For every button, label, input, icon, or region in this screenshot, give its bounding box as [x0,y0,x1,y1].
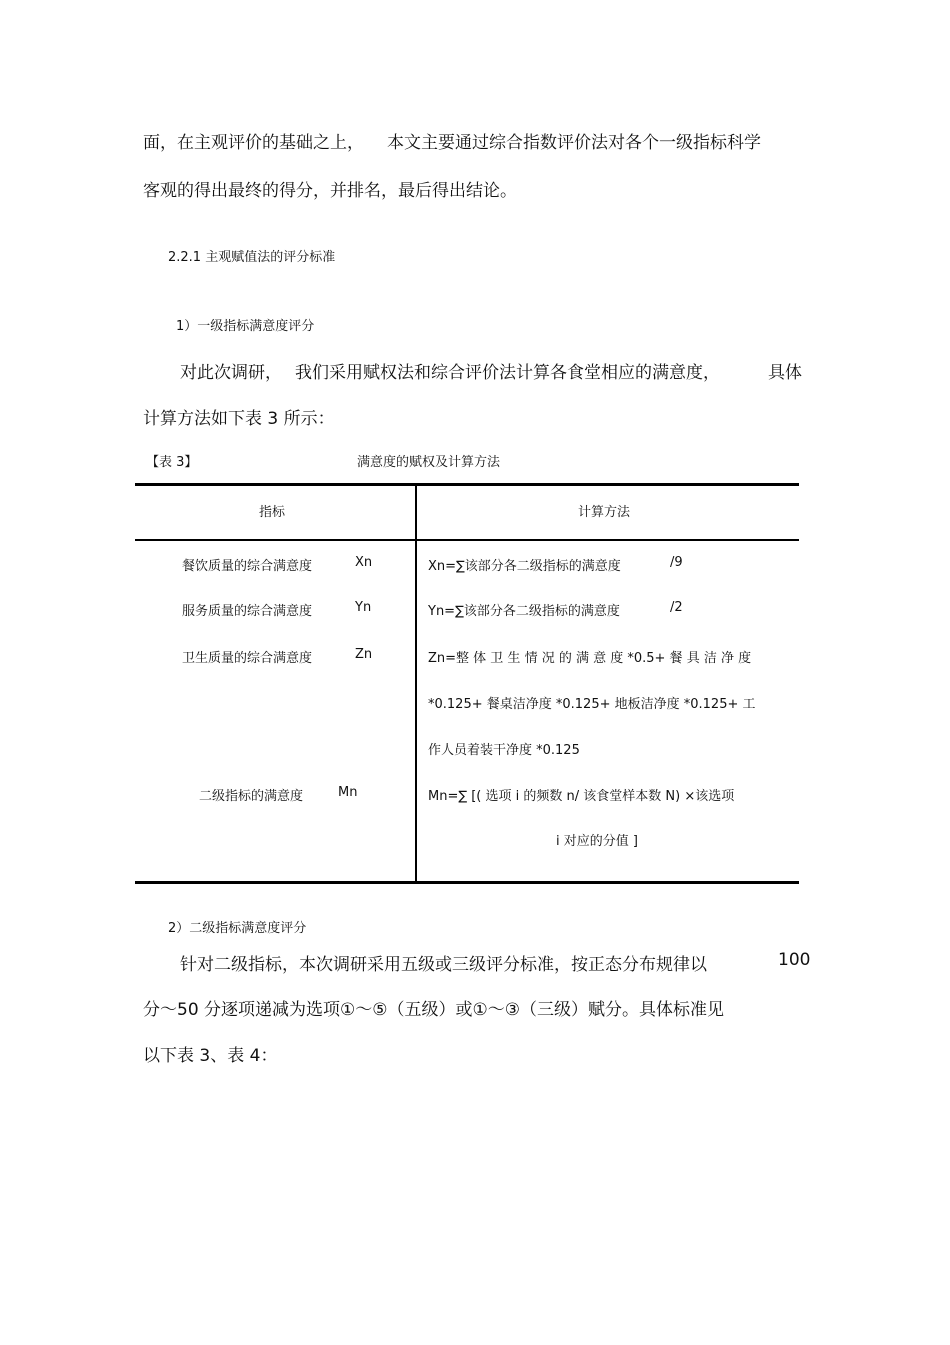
section-heading: 2.2.1 主观赋值法的评分标准 [168,250,336,265]
para2-line-3: 以下表 3、表 4： [143,1046,278,1066]
row-symbol: Mn [338,785,358,800]
row-formula-line-1: Mn=∑ [( 选项 i 的频数 n/ 该食堂样本数 N) ×该选项 [428,789,735,804]
intro-line-1a: 面，在主观评价的基础之上， [143,133,364,153]
row-name: 二级指标的满意度 [199,789,304,804]
para1-line-1a: 对此次调研， [180,363,282,383]
table-header-indicator: 指标 [259,505,286,520]
table-top-rule [135,483,799,486]
subheading-second-level: 2）二级指标满意度评分 [168,921,307,936]
row-name: 服务质量的综合满意度 [182,604,313,619]
intro-line-1b: 本文主要通过综合指数评价法对各个一级指标科学 [387,133,761,153]
table-label: 【表 3】 [146,455,198,470]
row-formula-line-2: i 对应的分值 ] [556,834,638,849]
row-formula-line-3: 作人员着装干净度 *0.125 [428,743,580,758]
row-name: 餐饮质量的综合满意度 [182,559,313,574]
intro-line-2: 客观的得出最终的得分，并排名，最后得出结论。 [143,181,517,201]
row-formula-line-2: *0.125+ 餐桌洁净度 *0.125+ 地板洁净度 *0.125+ 工 [428,697,756,712]
para2-line-1b: 100 [778,950,811,970]
row-formula: Yn=∑该部分各二级指标的满意度 [428,604,620,619]
para1-line-1b: 我们采用赋权法和综合评价法计算各食堂相应的满意度， [295,363,720,383]
subheading-first-level: 1）一级指标满意度评分 [176,319,315,334]
row-name: 卫生质量的综合满意度 [182,651,313,666]
row-formula-suffix: /2 [670,600,683,615]
para1-line-2: 计算方法如下表 3 所示： [143,409,335,429]
row-symbol: Zn [355,647,373,662]
row-formula-line-1: Zn=整 体 卫 生 情 况 的 满 意 度 *0.5+ 餐 具 洁 净 度 [428,651,752,666]
table-header-rule [135,539,799,541]
table-column-divider [415,486,417,881]
row-formula: Xn=∑该部分各二级指标的满意度 [428,559,621,574]
table-caption: 满意度的赋权及计算方法 [357,455,501,470]
row-symbol: Xn [355,555,373,570]
para2-line-2: 分～50 分逐项递减为选项①～⑤（五级）或①～③（三级）赋分。具体标准见 [143,1000,724,1020]
table-bottom-rule [135,881,799,884]
row-formula-suffix: /9 [670,555,683,570]
para1-line-1c: 具体 [768,363,802,383]
table-header-method: 计算方法 [578,505,631,520]
para2-line-1a: 针对二级指标，本次调研采用五级或三级评分标准，按正态分布规律以 [180,955,707,975]
row-symbol: Yn [355,600,372,615]
